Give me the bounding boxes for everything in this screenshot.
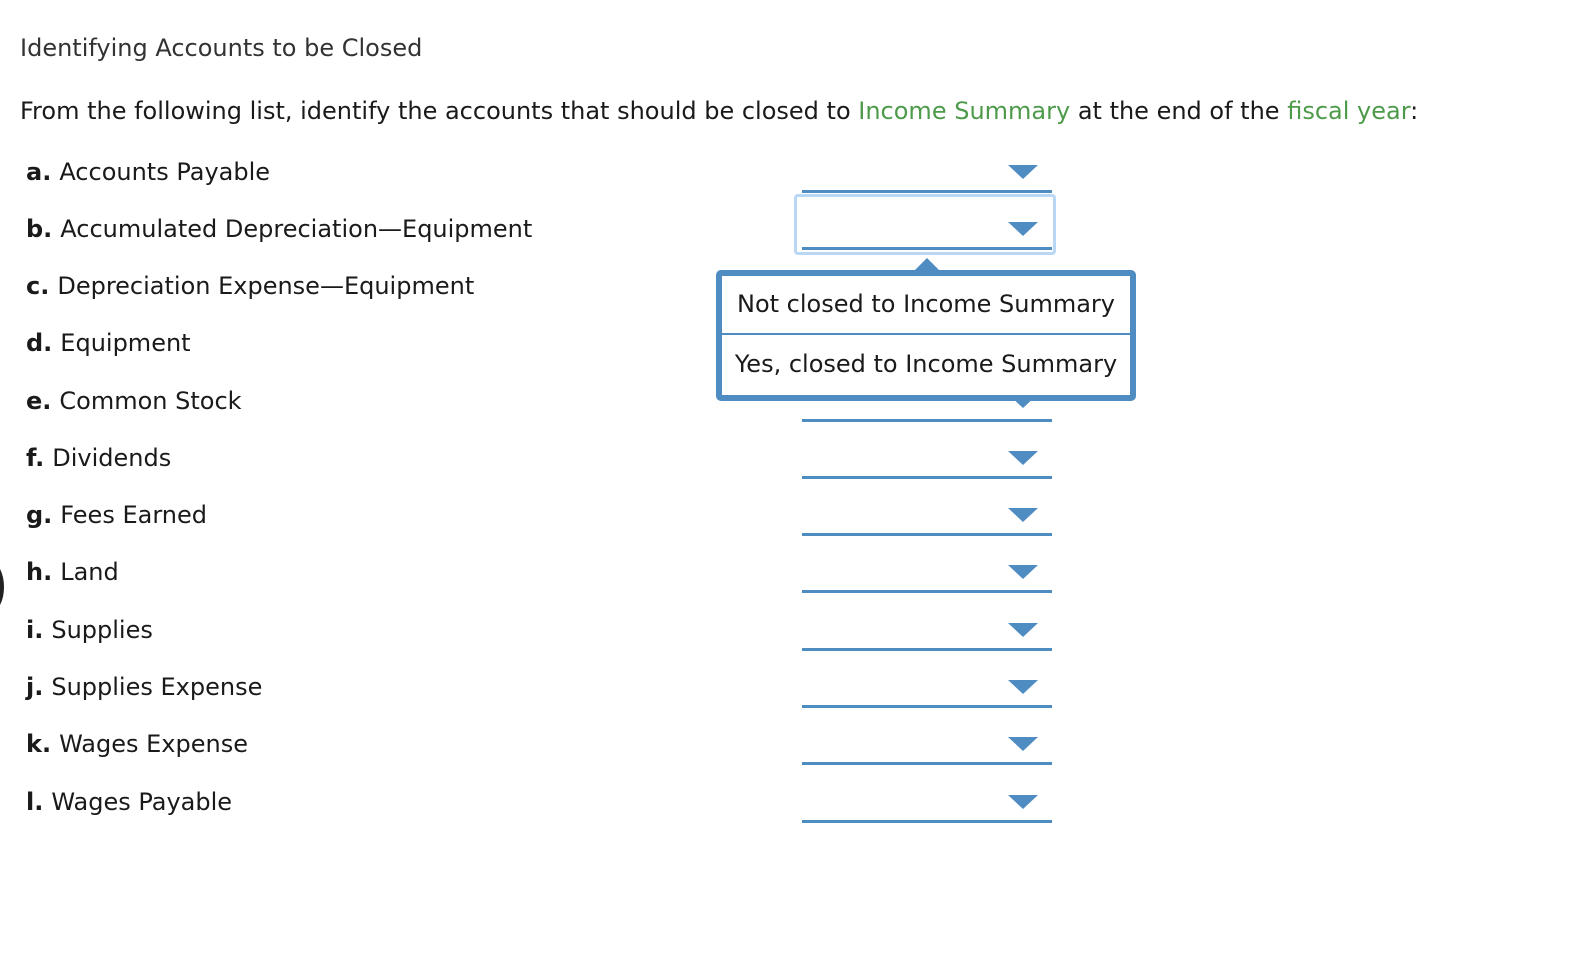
fiscal-year-term-link[interactable]: fiscal year [1287, 97, 1411, 125]
dropdown-j[interactable] [802, 675, 1052, 708]
account-name: Wages Expense [59, 730, 248, 758]
account-row-f [26, 444, 171, 472]
option-yes-closed[interactable]: Yes, closed to Income Summary [734, 350, 1118, 378]
account-row-c [26, 272, 474, 300]
account-name: Common Stock [59, 387, 242, 415]
chevron-down-icon [1008, 680, 1038, 694]
chevron-down-icon [1008, 795, 1038, 809]
account-letter: j. [26, 673, 44, 701]
account-letter: d. [26, 329, 53, 357]
dropdown-options-popup [716, 270, 1136, 401]
account-name: Dividends [52, 444, 172, 472]
account-letter: c. [26, 272, 50, 300]
account-name: Accounts Payable [59, 158, 271, 186]
account-row-j [26, 673, 262, 701]
account-letter: a. [26, 158, 52, 186]
account-row-d [26, 329, 191, 357]
account-name: Accumulated Depreciation—Equipment [60, 215, 533, 243]
instructions-text-3: : [1410, 97, 1419, 125]
chevron-down-icon [1008, 165, 1038, 179]
dropdown-f[interactable] [802, 446, 1052, 479]
account-name: Fees Earned [60, 501, 207, 529]
chevron-down-icon [1008, 623, 1038, 637]
account-name: Land [60, 558, 119, 586]
chevron-down-icon [1008, 508, 1038, 522]
dropdown-b[interactable] [802, 217, 1052, 250]
dropdown-i[interactable] [802, 618, 1052, 651]
account-name: Wages Payable [51, 788, 233, 816]
chevron-down-icon [1008, 451, 1038, 465]
account-row-k [26, 730, 248, 758]
chevron-down-icon [1008, 737, 1038, 751]
page-title: Identifying Accounts to be Closed [20, 34, 423, 62]
account-row-a [26, 158, 270, 186]
account-row-h [26, 558, 119, 586]
instructions-text-2: at the end of the [1070, 97, 1288, 125]
account-letter: f. [26, 444, 45, 472]
dropdown-k[interactable] [802, 732, 1052, 765]
account-row-i [26, 616, 153, 644]
account-name: Depreciation Expense—Equipment [57, 272, 475, 300]
account-letter: l. [26, 788, 44, 816]
instructions [20, 97, 1418, 125]
account-row-b [26, 215, 532, 243]
account-name: Supplies Expense [51, 673, 263, 701]
chevron-down-icon [1008, 222, 1038, 236]
account-letter: g. [26, 501, 53, 529]
dropdown-h[interactable] [802, 560, 1052, 593]
dropdown-a[interactable] [802, 160, 1052, 193]
account-letter: b. [26, 215, 53, 243]
account-letter: h. [26, 558, 53, 586]
instructions-text-1: From the following list, identify the accounts that should be closed to [20, 97, 859, 125]
income-summary-term-link[interactable]: Income Summary [858, 97, 1071, 125]
dropdown-l[interactable] [802, 790, 1052, 823]
account-row-e [26, 387, 242, 415]
account-name: Supplies [51, 616, 153, 644]
account-letter: e. [26, 387, 52, 415]
account-letter: i. [26, 616, 44, 644]
chevron-down-icon [1008, 565, 1038, 579]
account-row-l [26, 788, 232, 816]
option-not-closed[interactable]: Not closed to Income Summary [722, 276, 1130, 335]
account-letter: k. [26, 730, 52, 758]
dropdown-g[interactable] [802, 503, 1052, 536]
account-name: Equipment [60, 329, 191, 357]
left-edge-handle [0, 562, 4, 612]
account-row-g [26, 501, 207, 529]
